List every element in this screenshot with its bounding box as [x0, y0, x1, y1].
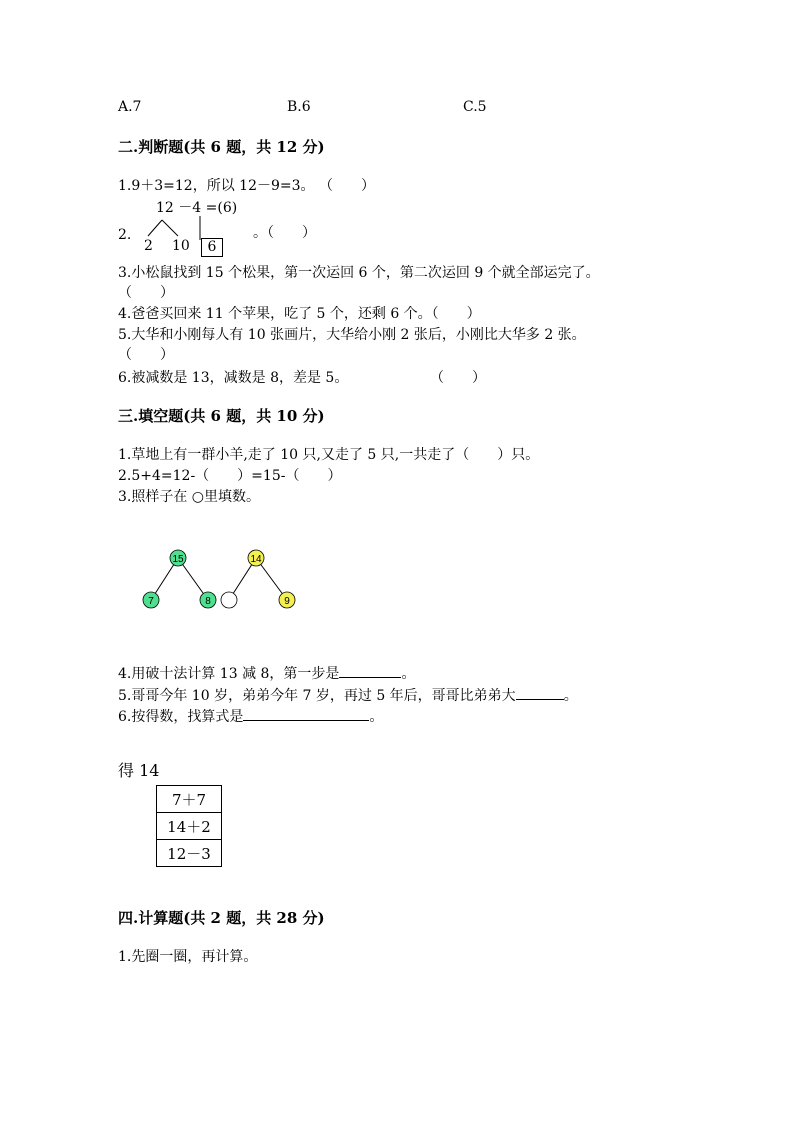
tree-label-15: 15 — [172, 554, 184, 565]
section4-heading: 四.计算题(共 2 题，共 28 分) — [118, 909, 325, 927]
choice-c: C.5 — [463, 99, 487, 115]
s2-q2-box: 6 — [201, 238, 223, 257]
s3-question-5 — [118, 685, 578, 705]
tree-label-8: 8 — [205, 596, 211, 607]
tree-label-9: 9 — [284, 596, 290, 607]
choice-b: B.6 — [287, 99, 311, 115]
s3-q5-answer-blank[interactable] — [516, 685, 564, 700]
s3-q5-end: 。 — [563, 688, 578, 704]
s2-q2-number: 2. — [118, 227, 132, 243]
table-cell-expression[interactable]: 12－3 — [157, 840, 222, 867]
s3-q4-answer-blank[interactable] — [339, 663, 401, 678]
s2-question-5-paren: （ ） — [118, 347, 174, 363]
s2-question-6-paren: （ ） — [430, 370, 486, 386]
s2-q2-equation: 12 －4 =(6) — [156, 200, 238, 216]
s3-q6-end: 。 — [369, 709, 384, 725]
s3-question-6 — [118, 706, 383, 726]
s2-q2-tail: 。（ ） — [253, 225, 316, 241]
tree-label-14: 14 — [250, 554, 262, 565]
s2-question-1: 1.9＋3=12，所以 12－9=3。 （ ） — [118, 178, 375, 194]
s3-q4-end: 。 — [401, 666, 416, 682]
s3-question-1: 1.草地上有一群小羊,走了 10 只,又走了 5 只,一共走了（ ）只。 — [118, 447, 540, 463]
s3-q5-text: 5.哥哥今年 10 岁，弟弟今年 7 岁，再过 5 年后，哥哥比弟弟大 — [118, 688, 516, 704]
choice-a: A.7 — [118, 99, 142, 115]
s3-result-label: 得 14 — [118, 761, 160, 780]
s3-q6-text: 6.按得数，找算式是 — [118, 709, 244, 725]
s3-number-tree — [130, 540, 310, 620]
s3-question-3: 3.照样子在 ○里填数。 — [118, 489, 261, 505]
section3-heading: 三.填空题(共 6 题，共 10 分) — [118, 407, 325, 425]
s3-question-4 — [118, 663, 415, 683]
s2-question-5: 5.大华和小刚每人有 10 张画片，大华给小刚 2 张后，小刚比大华多 2 张。 — [118, 327, 586, 343]
s2-question-3: 3.小松鼠找到 15 个松果，第一次运回 6 个，第二次运回 9 个就全部运完了。 — [118, 265, 600, 281]
section2-heading: 二.判断题(共 6 题，共 12 分) — [118, 138, 325, 156]
s3-question-2: 2.5+4=12-（ ）=15-（ ） — [118, 468, 342, 484]
s2-question-6: 6.被减数是 13，减数是 8，差是 5。 — [118, 370, 349, 386]
s2-q2-left-part: 2 — [144, 238, 153, 254]
tree-node-empty[interactable] — [221, 592, 237, 608]
s3-expression-table — [156, 785, 222, 867]
s3-q4-text: 4.用破十法计算 13 减 8，第一步是 — [118, 666, 340, 682]
s2-question-3-paren: （ ） — [118, 285, 174, 301]
table-cell-expression[interactable]: 7＋7 — [157, 786, 222, 813]
s2-q2-right-part: 10 — [172, 238, 190, 254]
tree-label-7: 7 — [148, 596, 154, 607]
s4-question-1: 1.先圈一圈，再计算。 — [118, 949, 258, 965]
s2-question-4: 4.爸爸买回来 11 个苹果，吃了 5 个，还剩 6 个。（ ） — [118, 306, 481, 322]
s3-q6-answer-blank[interactable] — [243, 706, 369, 721]
table-cell-expression[interactable]: 14＋2 — [157, 813, 222, 840]
